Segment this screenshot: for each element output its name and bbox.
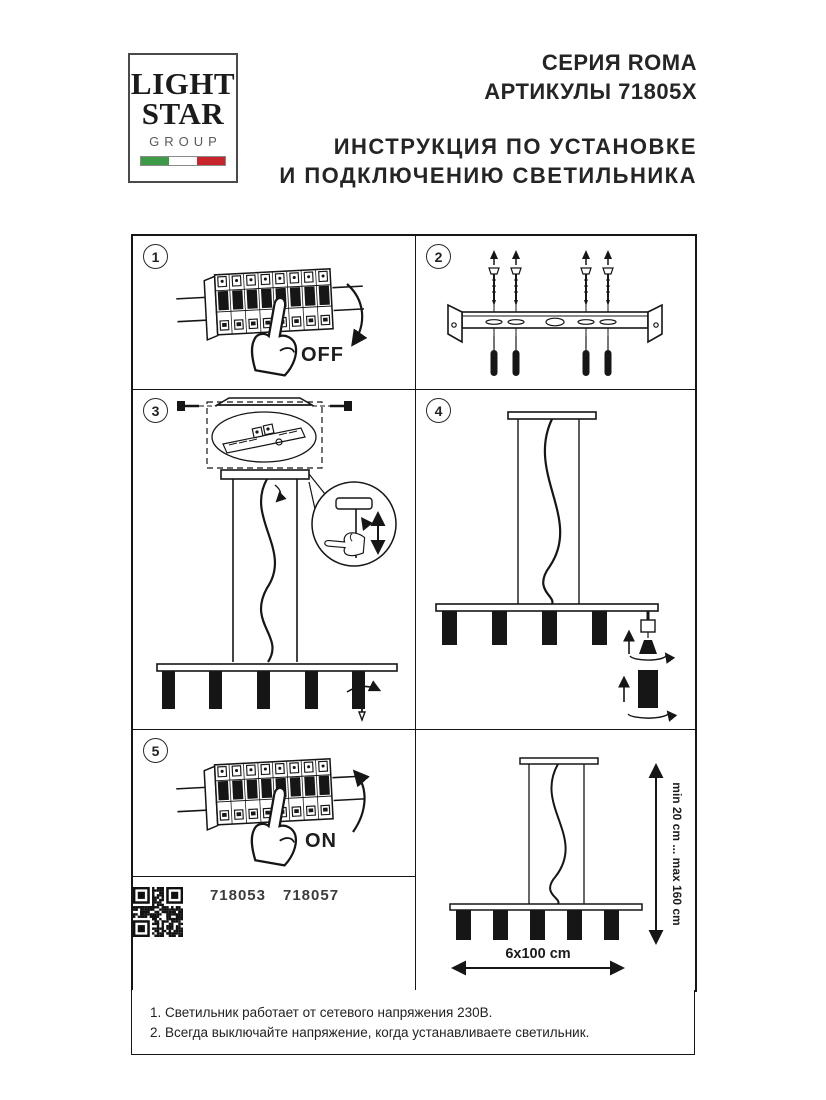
wiring-detail: [212, 412, 316, 462]
qr-panel: [133, 877, 416, 990]
step-number-badge: 3: [143, 398, 168, 423]
step-panel-4: [416, 390, 695, 730]
instruction-title-line1: ИНСТРУКЦИЯ ПО УСТАНОВКЕ: [333, 134, 697, 159]
power-cable: [261, 479, 275, 662]
rotate-arrow-icon: [628, 712, 668, 718]
flag-white: [169, 157, 197, 165]
canopy-mounting-diagram: [133, 390, 416, 728]
anchor-icons: [491, 336, 612, 376]
pendant-dimensions-diagram: [416, 730, 695, 988]
italian-flag-icon: [140, 156, 226, 166]
screw-icons: [489, 250, 613, 306]
articles-title: АРТИКУЛЫ 71805X: [484, 79, 697, 104]
flag-green: [141, 157, 169, 165]
step-panel-5: [133, 730, 416, 877]
step-panel-2: [416, 236, 695, 390]
power-cable: [550, 764, 566, 904]
instruction-title-line2: И ПОДКЛЮЧЕНИЮ СВЕТИЛЬНИКА: [279, 163, 697, 188]
magnifier-detail: [309, 474, 396, 566]
lamp-shades: [456, 910, 619, 940]
qr-item: [283, 887, 339, 960]
logo-word-light: LIGHT: [130, 66, 236, 101]
canopy-plate: [221, 470, 309, 479]
mounting-bracket-diagram: [416, 236, 695, 388]
arrow-down-icon: [347, 284, 362, 344]
document-header: [279, 48, 697, 190]
bracket-bar: [448, 305, 662, 342]
note-line: 2. Всегда выключайте напряжение, когда устанавливаете светильник.: [150, 1025, 590, 1040]
width-label: 6x100 cm: [505, 946, 571, 962]
canopy-plate: [520, 758, 598, 764]
lamp-shades: [162, 671, 365, 709]
fixture-bar: [157, 664, 397, 671]
rotate-arrow-icon: [630, 654, 666, 660]
bulb-icon: [639, 640, 657, 654]
fixture-bar: [436, 604, 658, 611]
flag-red: [197, 157, 225, 165]
fixture-bar: [450, 904, 642, 910]
step-number-badge: 5: [143, 738, 168, 763]
qr-item: [210, 887, 266, 960]
logo-word-star: STAR: [141, 96, 225, 131]
breaker-off-diagram: [133, 236, 416, 388]
breaker-on-diagram: [133, 730, 416, 875]
on-label: ON: [305, 830, 337, 852]
lamp-socket: [641, 620, 655, 632]
shade-icon: [638, 670, 658, 708]
step-panel-3: [133, 390, 416, 730]
instruction-grid: [131, 234, 697, 992]
qr-article-number: 718057: [283, 887, 340, 904]
logo-word-group: GROUP: [149, 134, 222, 149]
height-range-label: min 20 cm ... max 160 cm: [670, 782, 684, 926]
canopy-plate: [508, 412, 596, 419]
series-title: СЕРИЯ ROMA: [541, 50, 697, 75]
dimensions-panel: [416, 730, 695, 990]
notes-box: [131, 990, 695, 1055]
lightstar-logo: [128, 53, 238, 183]
pendant-assembly-diagram: [416, 390, 695, 728]
step-number-badge: 1: [143, 244, 168, 269]
step-panel-1: [133, 236, 416, 390]
lamp-shades: [442, 611, 607, 645]
off-label: OFF: [301, 344, 344, 366]
qr-code: [213, 910, 263, 960]
arrow-up-icon: [353, 772, 365, 832]
note-line: 1. Светильник работает от сетевого напряжения 230В.: [150, 1005, 493, 1020]
qr-article-number: 718053: [209, 887, 266, 904]
step-number-badge: 4: [426, 398, 451, 423]
power-cable: [543, 419, 560, 604]
qr-code: [286, 910, 336, 960]
bulb-shade-detail: [624, 611, 668, 718]
step-number-badge: 2: [426, 244, 451, 269]
